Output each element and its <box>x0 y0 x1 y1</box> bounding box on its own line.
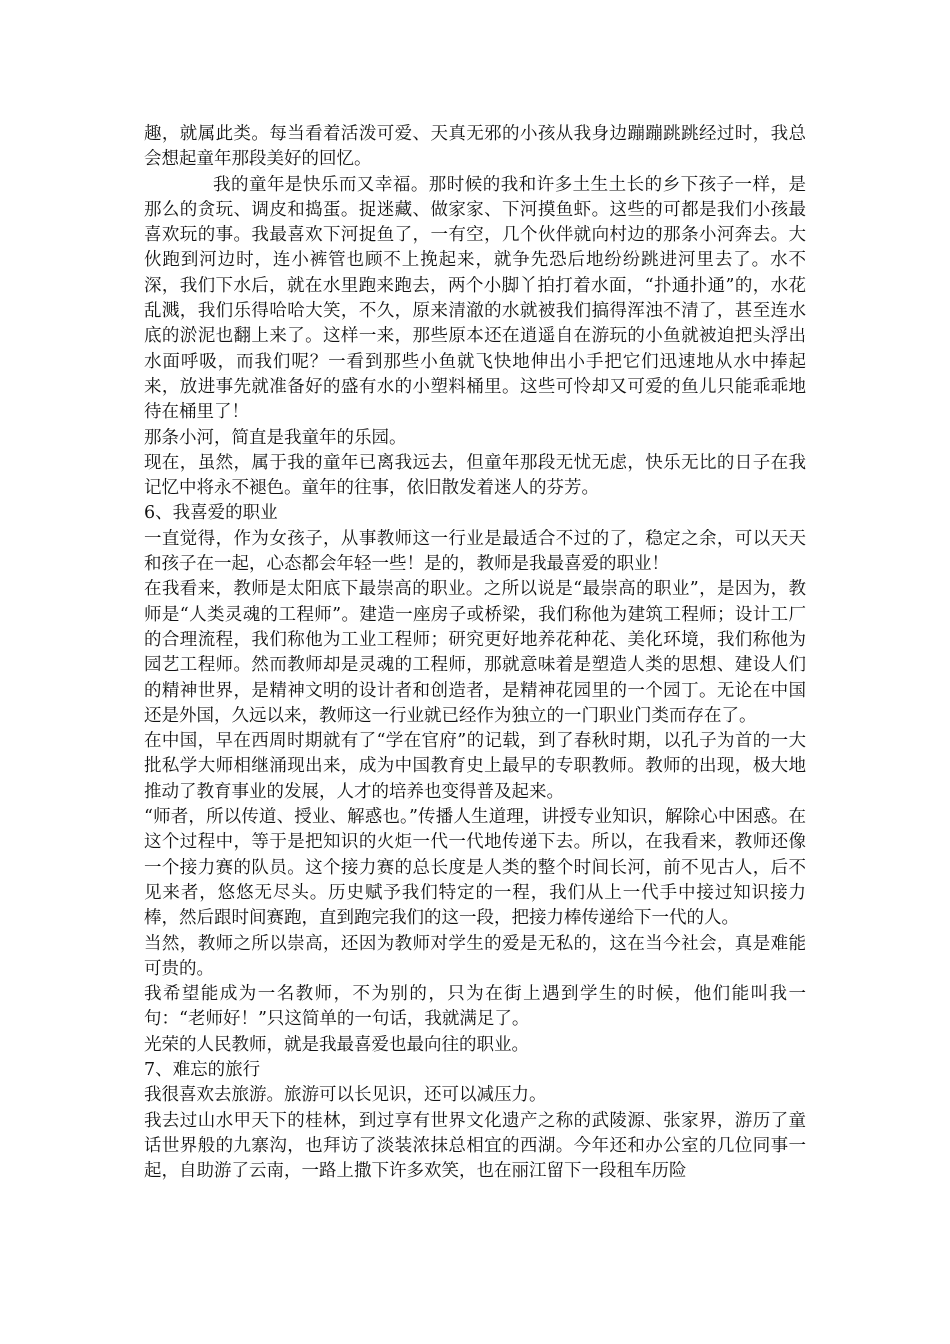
paragraph-4: 现在，虽然，属于我的童年已离我远去，但童年那段无忧无虑，快乐无比的日子在我记忆中将永不褪色。童年的往事，依旧散发着迷人的芬芳。 <box>144 452 806 499</box>
section-heading-6: 6、我喜爱的职业 <box>144 503 278 524</box>
paragraph-6: 一直觉得，作为女孩子，从事教师这一行业是最适合不过的了，稳定之余，可以天天和孩子在一起，心态都会年轻一些！是的，教师是我最喜爱的职业！ <box>144 528 806 575</box>
paragraph-9: “师者，所以传道、授业、解惑也。”传播人生道理，讲授专业知识，解除心中困惑。在这个过程中，等于是把知识的火炬一代一代地传递下去。所以，在我看来，教师还像一个接力赛的队员。这个接力赛的总长度是人类的整个时间长河，前不见古人，后不见来者，悠悠无尽头。历史赋予我们特定的一程，我们从上一代手中接过知识接力棒，然后跟时间赛跑，直到跑完我们的这一段，把接力棒传递给下一代的人。 <box>144 807 806 929</box>
paragraph-14: 我很喜欢去旅游。旅游可以长见识，还可以减压力。 <box>144 1085 547 1106</box>
paragraph-8: 在中国，早在西周时期就有了“学在官府”的记载，到了春秋时期，以孔子为首的一大批私学大师相继涌现出来，成为中国教育史上最早的专职教师。教师的出现，极大地推动了教育事业的发展，人才的培养也变得普及起来。 <box>144 731 806 802</box>
paragraph-10: 当然，教师之所以崇高，还因为教师对学生的爱是无私的，这在当今社会，真是难能可贵的。 <box>144 933 806 979</box>
paragraph-1: 趣，就属此类。每当看着活泼可爱、天真无邪的小孩从我身边蹦蹦跳跳经过时，我总会想起童年那段美好的回忆。 <box>144 124 806 170</box>
document-body <box>144 122 806 1184</box>
section-heading-7: 7、难忘的旅行 <box>144 1059 261 1080</box>
paragraph-2: 我的童年是快乐而又幸福。那时候的我和许多土生土长的乡下孩子一样，是那么的贪玩、调皮和捣蛋。捉迷藏、做家家、下河摸鱼虾。这些的可都是我们小孩最喜欢玩的事。我最喜欢下河捉鱼了，一有空，几个伙伴就向村边的那条小河奔去。大伙跑到河边时，连小裤管也顾不上挽起来，就争先恐后地纷纷跳进河里去了。水不深，我们下水后，就在水里跑来跑去，两个小脚丫拍打着水面，“扑通扑通”的，水花乱溅，我们乐得哈哈大笑，不久，原来清澈的水就被我们搞得浑浊不清了，甚至连水底的淤泥也翻上来了。这样一来，那些原本还在逍遥自在游玩的小鱼就被迫把头浮出水面呼吸，而我们呢？一看到那些小鱼就飞快地伸出小手把它们迅速地从水中捧起来，放进事先就准备好的盛有水的小塑料桶里。这些可怜却又可爱的鱼儿只能乖乖地待在桶里了！ <box>144 174 806 423</box>
paragraph-7: 在我看来，教师是太阳底下最崇高的职业。之所以说是“最崇高的职业”，是因为，教师是“人类灵魂的工程师”。建造一座房子或桥梁，我们称他为建筑工程师；设计工厂的合理流程，我们称他为工业工程师；研究更好地养花种花、美化环境，我们称他为园艺工程师。然而教师却是灵魂的工程师，那就意味着是塑造人类的思想、建设人们的精神世界，是精神文明的设计者和创造者，是精神花园里的一个园丁。无论在中国还是外国，久远以来，教师这一行业就已经作为独立的一门职业门类而存在了。 <box>144 579 806 726</box>
paragraph-3: 那条小河，简直是我童年的乐园。 <box>144 427 407 448</box>
paragraph-11: 我希望能成为一名教师，不为别的，只为在街上遇到学生的时候，他们能叫我一句：“老师好！”只这简单的一句话，我就满足了。 <box>144 984 806 1030</box>
paragraph-12: 光荣的人民教师，就是我最喜爱也最向往的职业。 <box>144 1034 529 1055</box>
paragraph-15: 我去过山水甲天下的桂林，到过享有世界文化遗产之称的武陵源、张家界，游历了童话世界般的九寨沟，也拜访了淡装浓抹总相宜的西湖。今年还和办公室的几位同事一起，自助游了云南，一路上撒下许多欢笑，也在丽江留下一段租车历险 <box>144 1110 806 1182</box>
